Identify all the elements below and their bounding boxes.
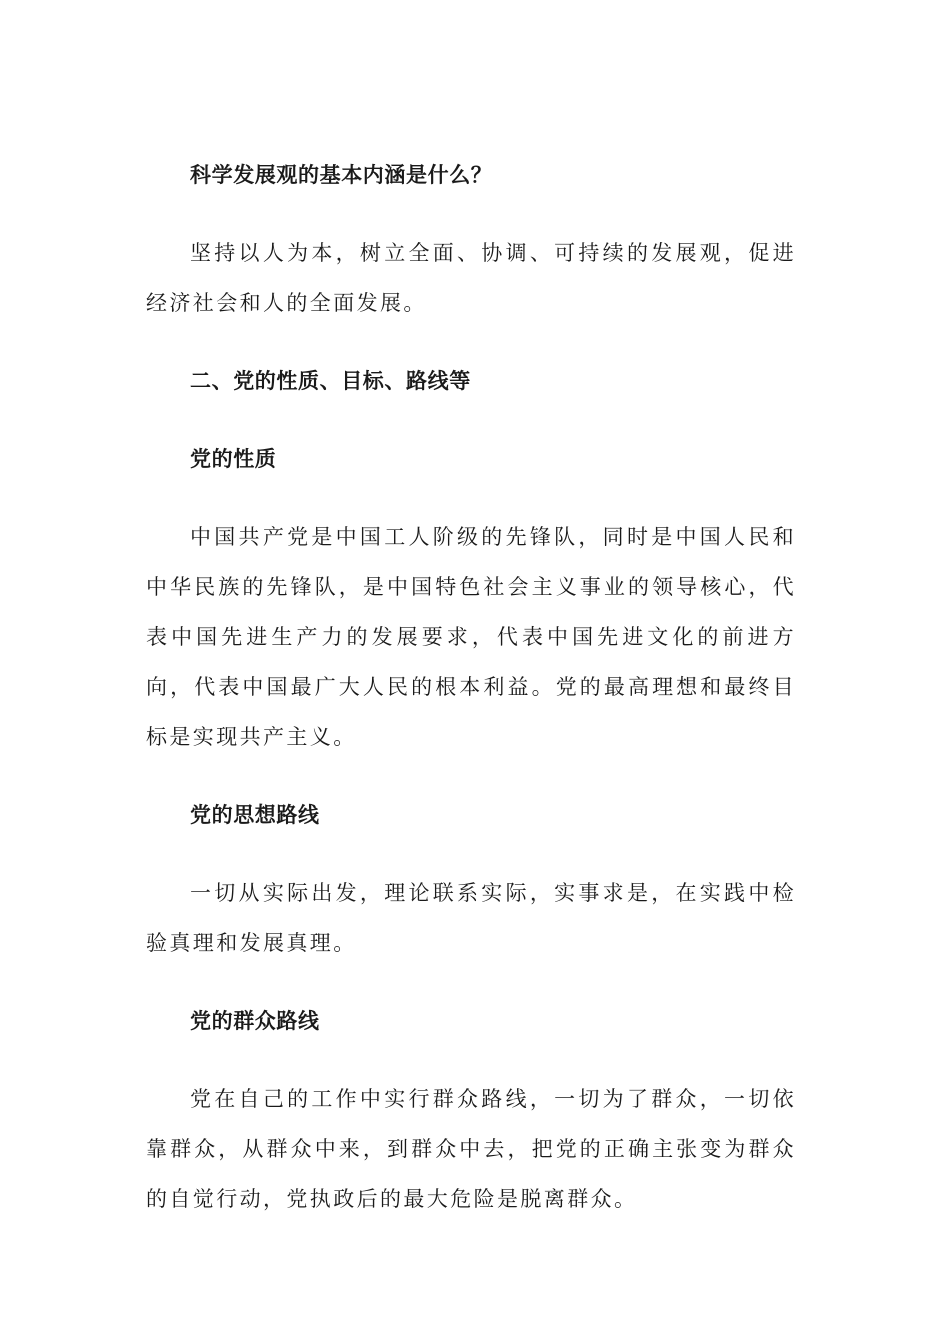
nature-paragraph: 中国共产党是中国工人阶级的先锋队，同时是中国人民和中华民族的先锋队，是中国特色社会主义事业的领导核心，代表中国先进生产力的发展要求，代表中国先进文化的前进方向，代表中国最广大人民的根本利益。党的最高理想和最终目标是实现共产主义。: [146, 525, 796, 749]
spacer: [146, 1046, 796, 1074]
answer-paragraph: 坚持以人为本，树立全面、协调、可持续的发展观，促进经济社会和人的全面发展。: [146, 241, 796, 315]
spacer: [146, 406, 796, 434]
spacer: [146, 484, 796, 512]
spacer: [146, 762, 796, 790]
subsection-heading-nature: 党的性质: [190, 447, 277, 471]
spacer: [146, 328, 796, 356]
ideological-line-paragraph: 一切从实际出发，理论联系实际，实事求是，在实践中检验真理和发展真理。: [146, 881, 796, 955]
spacer: [146, 200, 796, 228]
question-heading: 科学发展观的基本内涵是什么？: [190, 163, 493, 187]
section-heading: 二、党的性质、目标、路线等: [190, 369, 471, 393]
spacer: [146, 840, 796, 868]
subsection-heading-mass-line: 党的群众路线: [190, 1009, 320, 1033]
subsection-heading-ideological-line: 党的思想路线: [190, 803, 320, 827]
mass-line-paragraph: 党在自己的工作中实行群众路线，一切为了群众，一切依靠群众，从群众中来，到群众中去，把党的正确主张变为群众的自觉行动，党执政后的最大危险是脱离群众。: [146, 1087, 796, 1211]
spacer: [146, 968, 796, 996]
document-page: [146, 150, 796, 1224]
